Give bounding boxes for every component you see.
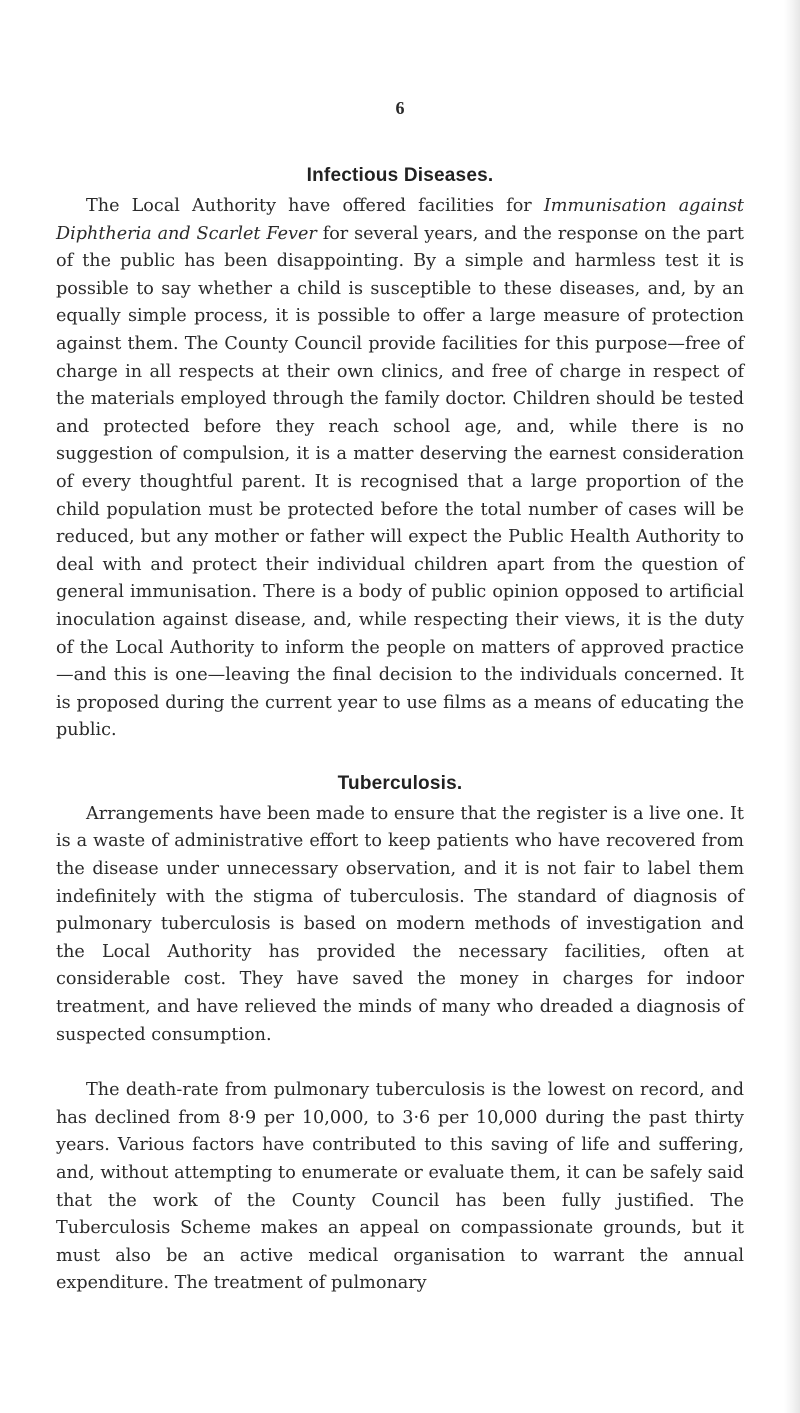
- body-paragraph: The death-rate from pulmonary tuberculosis is the lowest on record, and has declined from 8·9 per 10,000, to 3·6 per 10,000 during the past thirty years. Various factors have contributed to this saving of life and suffering, and, without attempting to enumerate or evaluate them, it can be safely said that the work of the County Council has been fully justified. The Tuberculosis Scheme makes an appeal on compassionate grounds, but it must also be an active medical organisation to warrant the annual expenditure. The treatment of pulmonary: [56, 1080, 744, 1294]
- section-heading: Infectious Diseases.: [306, 165, 494, 186]
- section-heading: Tuberculosis.: [337, 772, 463, 794]
- section-tuberculosis: [56, 772, 744, 1298]
- paragraph-text: for several years, and the response on the part of the public has been disappointing. By a simple and harmless test it is possible to say whether a child is susceptible to these diseases, and, by an equally simple process, it is possible to offer a large measure of protection against them. The County Council provide facilities for this purpose—free of charge in all respects at their own clinics, and free of charge in respect of the materials employed through the family doctor. Children should be tested and protected before they reach school age, and, while there is no suggestion of compulsion, it is a matter deserving the earnest consideration of every thoughtful parent. It is recognised that a large proportion of the child population must be protected before the total number of cases will be reduced, but any mother or father will expect the Public Health Authority to deal with and protect their individual children apart from the question of general immunisation. There is a body of public opinion opposed to artificial inoculation against disease, and, while respecting their views, it is the duty of the Local Authority to inform the people on matters of approved practice—and this is one—leaving the final decision to the individuals concerned. It is proposed during the current year to use films as a means of educating the public.: [56, 223, 744, 741]
- document-page: [56, 96, 744, 1298]
- page-number: 6: [395, 98, 405, 118]
- paragraph-text: The Local Authority have offered facilities for: [86, 196, 544, 216]
- body-paragraph: [56, 193, 744, 745]
- body-paragraph: Arrangements have been made to ensure that the register is a live one. It is a waste of administrative effort to keep patients who have recovered from the disease under unnecessary observation, and it is not fair to label them indefinitely with the stigma of tuberculosis. The standard of diagnosis of pulmonary tuberculosis is based on modern methods of investigation and the Local Authority has provided the necessary facilities, often at considerable cost. They have saved the money in charges for indoor treatment, and have relieved the minds of many who dreaded a diagnosis of suspected consumption.: [56, 803, 744, 1045]
- emphasized-text: Immunisation against Diphtheria and Scarlet Fever: [56, 196, 744, 244]
- page-edge-shadow: [784, 0, 800, 1413]
- section-infectious-diseases: [56, 164, 744, 745]
